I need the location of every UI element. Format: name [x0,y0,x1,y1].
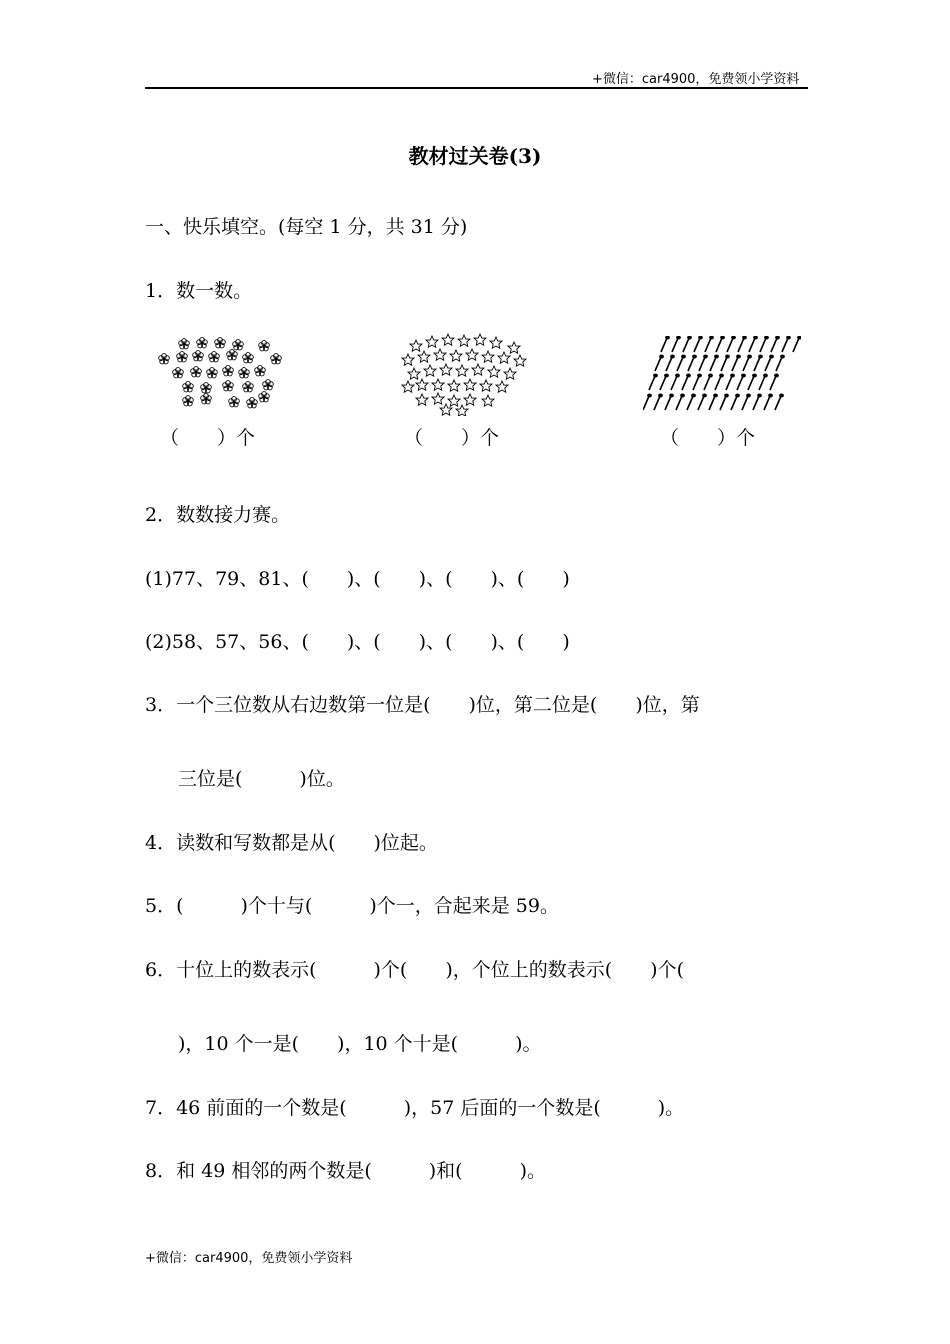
question-8[interactable]: 8．和 49 相邻的两个数是( )和( )。 [145,1160,546,1182]
question-2-sub2[interactable]: (2)58、57、56、( )、( )、( )、( ) [145,631,570,653]
count-answer-stars[interactable]: （ ）个 [404,427,500,449]
page-header: +微信：car4900，免费领小学资料 [592,72,800,87]
count-answer-flowers[interactable]: （ ）个 [160,427,256,449]
count-answer-matchsticks[interactable]: （ ）个 [660,427,756,449]
question-4[interactable]: 4．读数和写数都是从( )位起。 [145,832,438,854]
page-title: 教材过关卷(3) [408,144,542,168]
question-6-line1[interactable]: 6．十位上的数表示( )个( )，个位上的数表示( )个( [145,959,684,981]
matchstick-rows-icon [643,336,801,416]
question-2-sub1[interactable]: (1)77、79、81、( )、( )、( )、( ) [145,568,570,590]
question-6-line2[interactable]: )，10 个一是( )，10 个十是( )。 [178,1033,542,1055]
question-7[interactable]: 7．46 前面的一个数是( )，57 后面的一个数是( )。 [145,1097,685,1119]
header-rule [145,87,808,89]
question-3-line2[interactable]: 三位是( )位。 [178,768,345,790]
star-cluster-icon [398,330,530,416]
question-3-line1[interactable]: 3．一个三位数从右边数第一位是( )位，第二位是( )位，第 [145,694,700,716]
page-footer: +微信：car4900，免费领小学资料 [145,1251,353,1266]
question-5[interactable]: 5．( )个十与( )个一，合起来是 59。 [145,895,559,917]
question-1: 1．数一数。 [145,280,253,302]
flower-cluster-icon [152,335,287,413]
section-heading: 一、快乐填空。(每空 1 分，共 31 分) [145,216,468,238]
question-2: 2．数数接力赛。 [145,504,291,526]
